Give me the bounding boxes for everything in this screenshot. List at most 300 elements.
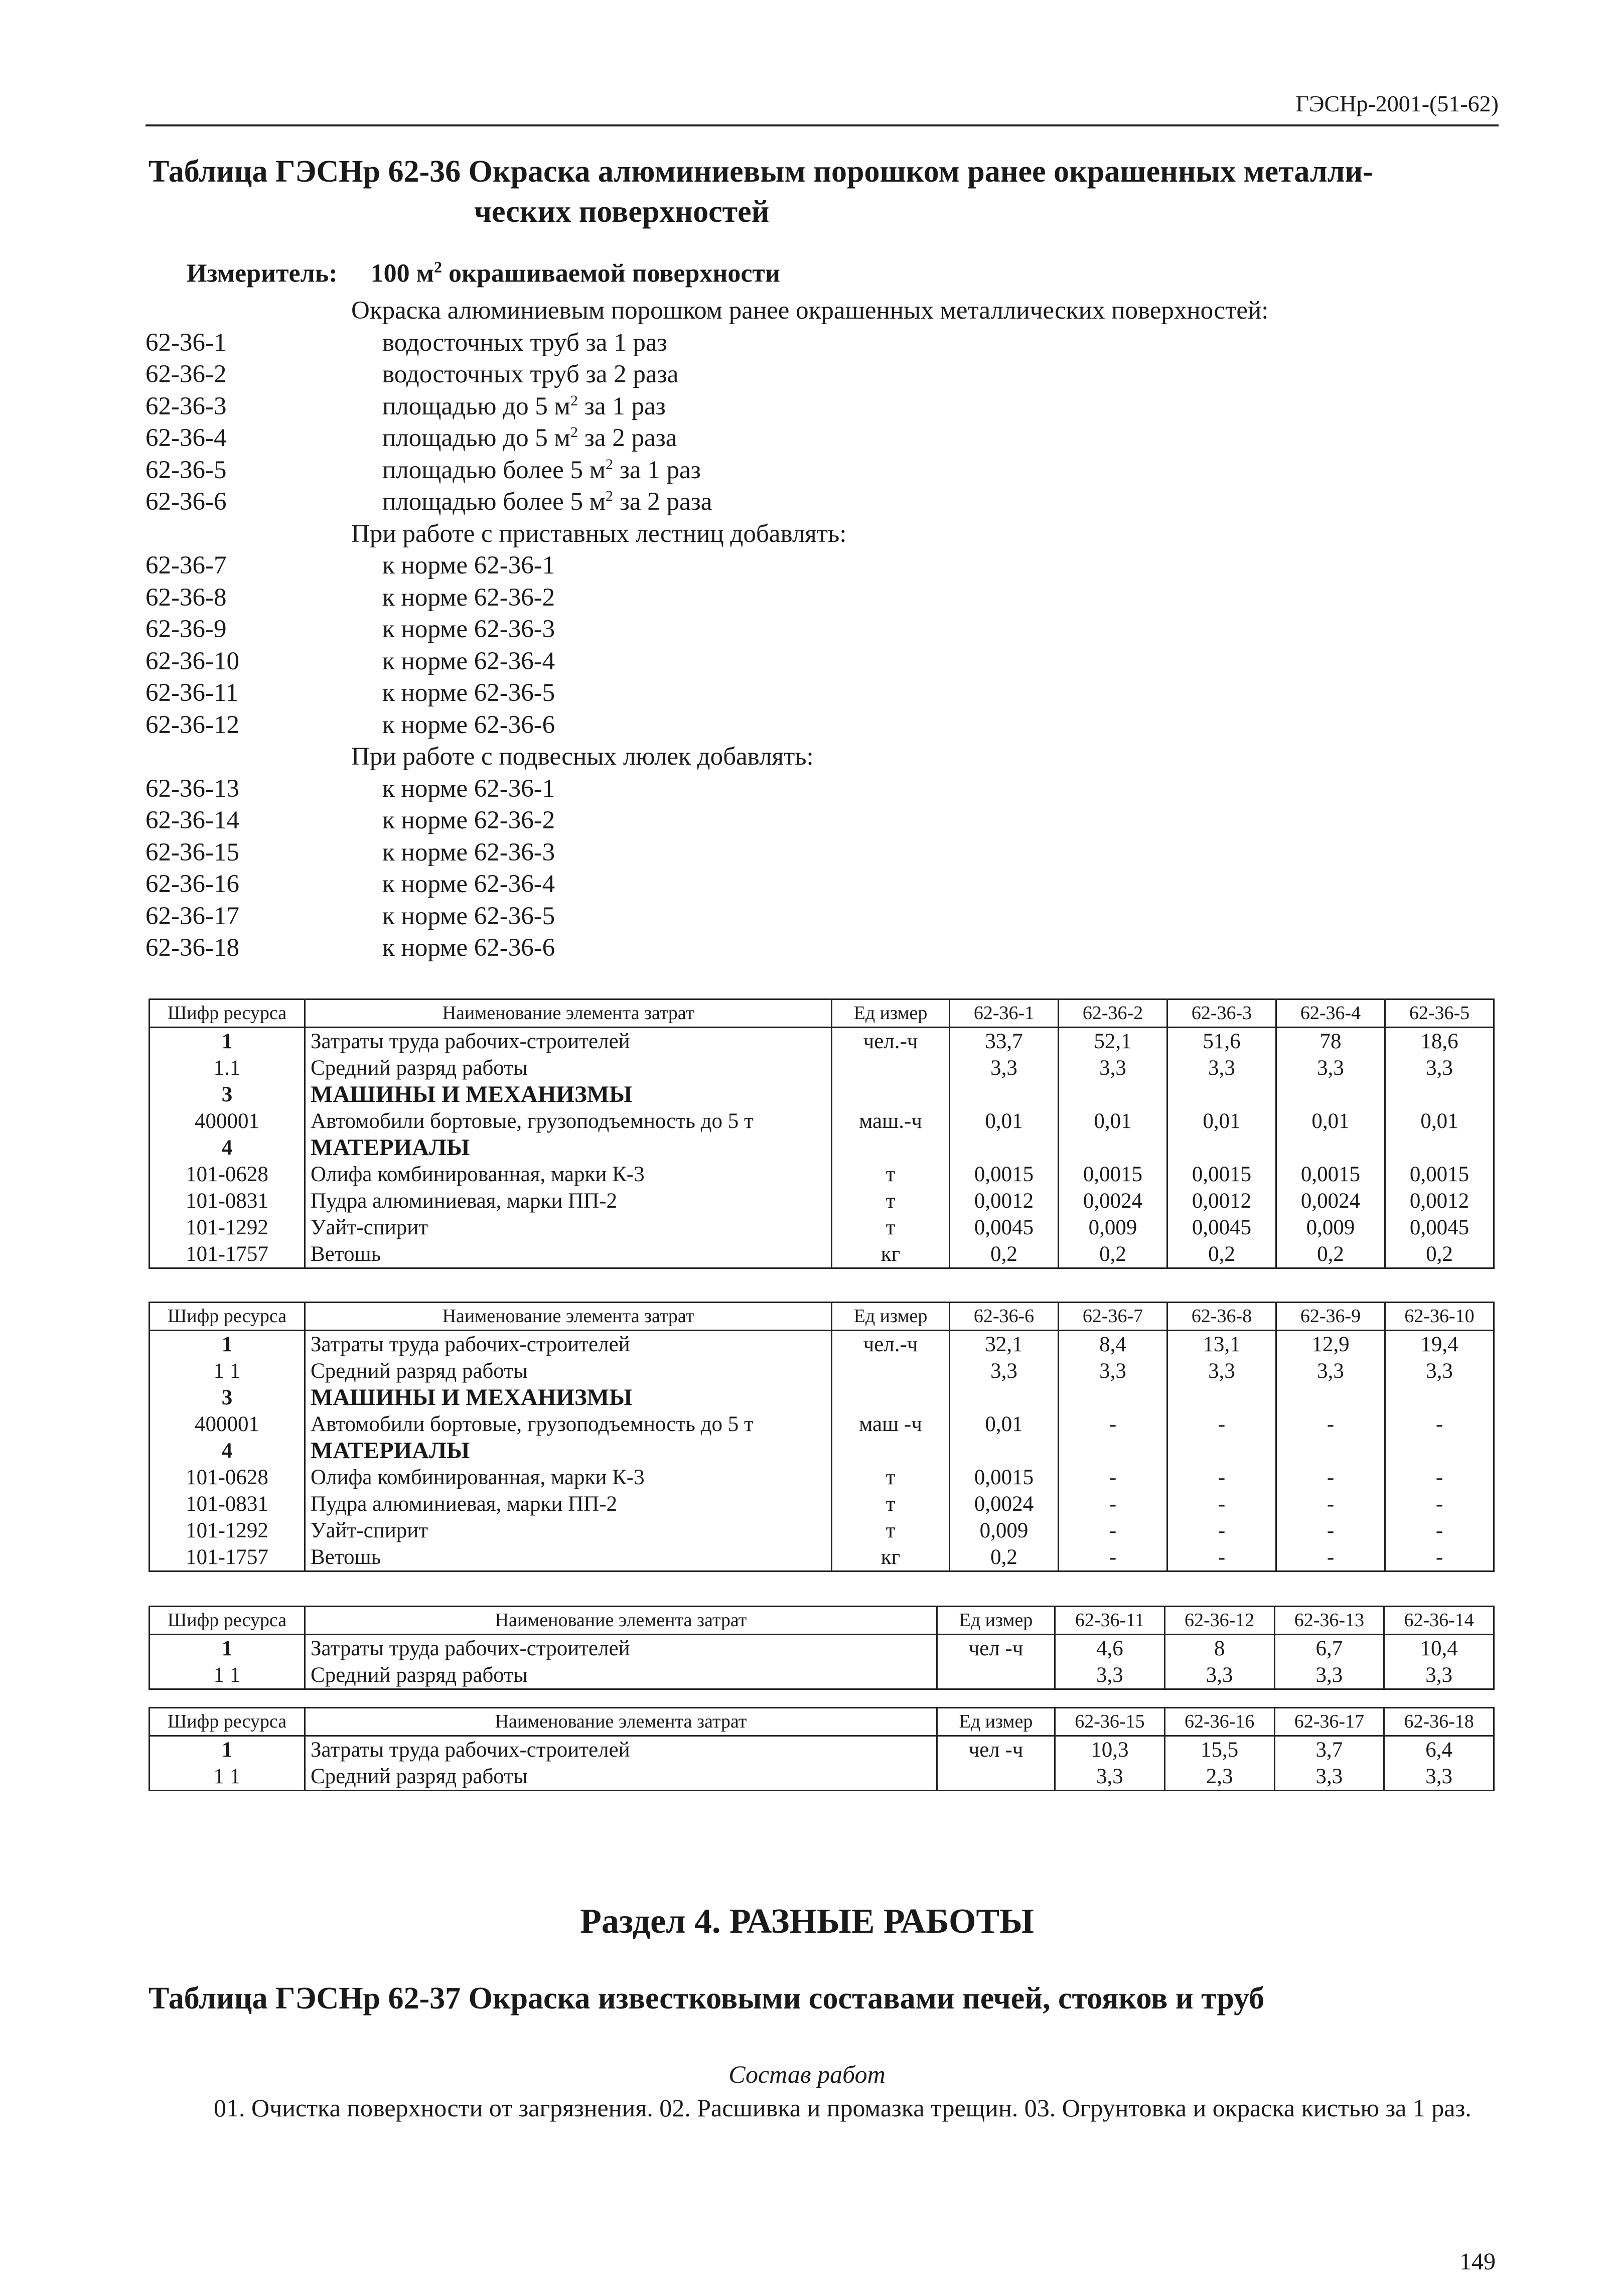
- cell-name: Средний разряд работы: [305, 1055, 832, 1081]
- cell-value: -: [1167, 1517, 1276, 1544]
- norm-row: [145, 359, 1500, 391]
- cell-value: -: [1167, 1411, 1276, 1438]
- cell-unit: [832, 1055, 950, 1081]
- cell-value: -: [1385, 1411, 1494, 1438]
- cell-value: [1167, 1384, 1276, 1411]
- norm-row: [145, 327, 1500, 359]
- cell-value: [1167, 1081, 1276, 1108]
- table-row: [150, 1544, 1494, 1571]
- cell-unit: чел.-ч: [832, 1028, 950, 1055]
- cell-code: 4: [150, 1438, 305, 1464]
- meter-label: Измеритель:: [187, 259, 338, 288]
- section-title: Раздел 4. РАЗНЫЕ РАБОТЫ: [580, 1902, 1034, 1941]
- norm-desc-sup: 2: [605, 456, 613, 473]
- cell-value: 6,4: [1384, 1736, 1494, 1764]
- meter-tail: окрашиваемой поверхности: [442, 259, 780, 288]
- norm-code: 62-36-4: [145, 424, 227, 452]
- norm-desc: водосточных труб за 2 раза: [382, 360, 679, 388]
- norm-row: [145, 677, 1500, 709]
- cell-value: 3,3: [1385, 1358, 1494, 1384]
- norm-desc: к норме 62-36-2: [382, 583, 555, 612]
- cell-name: Затраты труда рабочих-строителей: [305, 1028, 832, 1055]
- norm-desc: к норме 62-36-5: [382, 679, 555, 707]
- cell-code: 1.1: [150, 1055, 305, 1081]
- cell-value: [1385, 1134, 1494, 1161]
- cell-name: Затраты труда рабочих-строителей: [305, 1635, 937, 1662]
- cell-unit: т: [832, 1161, 950, 1188]
- cell-name: Ветошь: [305, 1241, 832, 1268]
- cell-value: -: [1276, 1491, 1385, 1517]
- cell-unit: т: [832, 1464, 950, 1491]
- cell-value: -: [1385, 1517, 1494, 1544]
- cell-value: 0,0015: [1059, 1161, 1167, 1188]
- cell-unit: т: [832, 1214, 950, 1241]
- col-header-code: Шифр ресурса: [150, 999, 305, 1028]
- cell-value: 8,4: [1059, 1331, 1167, 1358]
- cell-value: -: [1059, 1491, 1167, 1517]
- cell-unit: [937, 1662, 1055, 1689]
- cell-value: [1276, 1384, 1385, 1411]
- norm-desc: к норме 62-36-1: [382, 774, 555, 803]
- cell-value: [1385, 1384, 1494, 1411]
- col-header-code: Шифр ресурса: [150, 1708, 305, 1736]
- norm-code: 62-36-16: [145, 870, 239, 898]
- table-header-row: [150, 1607, 1494, 1635]
- norm-row: [145, 646, 1500, 678]
- cell-value: 0,0024: [1059, 1188, 1167, 1214]
- col-header-norm: 62-36-13: [1274, 1607, 1384, 1635]
- cell-value: 0,0045: [1385, 1214, 1494, 1241]
- cell-value: -: [1385, 1464, 1494, 1491]
- norm-desc: к норме 62-36-5: [382, 902, 555, 930]
- cell-value: -: [1276, 1464, 1385, 1491]
- cell-value: 0,2: [1385, 1241, 1494, 1268]
- col-header-norm: 62-36-11: [1055, 1607, 1165, 1635]
- cell-name: Затраты труда рабочих-строителей: [305, 1331, 832, 1358]
- cell-value: 3,3: [1276, 1358, 1385, 1384]
- cell-name: Олифа комбинированная, марки К-3: [305, 1464, 832, 1491]
- col-header-norm: 62-36-8: [1167, 1303, 1276, 1331]
- cell-value: 78: [1276, 1028, 1385, 1055]
- norm-desc: к норме 62-36-4: [382, 870, 555, 898]
- cell-value: 3,3: [950, 1358, 1059, 1384]
- table-row: [150, 1188, 1494, 1214]
- table2-title: Таблица ГЭСНр 62-37 Окраска известковыми составами печей, стояков и труб: [149, 1981, 1265, 2016]
- cell-value: 12,9: [1276, 1331, 1385, 1358]
- cell-value: 0,01: [950, 1108, 1059, 1134]
- cell-code: 3: [150, 1081, 305, 1108]
- norm-group-heading: При работе с приставных лестниц добавлять:: [351, 519, 847, 548]
- norm-desc: к норме 62-36-3: [382, 615, 555, 643]
- cell-value: [1276, 1438, 1385, 1464]
- cell-name: МАТЕРИАЛЫ: [305, 1134, 832, 1161]
- table-row: [150, 1736, 1494, 1764]
- cell-value: -: [1059, 1544, 1167, 1571]
- table-row: [150, 1055, 1494, 1081]
- col-header-code: Шифр ресурса: [150, 1607, 305, 1635]
- cell-value: 0,009: [1059, 1214, 1167, 1241]
- cell-value: [1167, 1134, 1276, 1161]
- cell-value: [1059, 1081, 1167, 1108]
- table-row: [150, 1241, 1494, 1268]
- norm-row: [145, 773, 1500, 805]
- norm-row: [145, 805, 1500, 837]
- cell-value: 3,3: [1384, 1763, 1494, 1791]
- cell-code: 101-0831: [150, 1491, 305, 1517]
- norm-code: 62-36-6: [145, 488, 227, 516]
- norm-row: [145, 486, 1500, 518]
- norm-code: 62-36-15: [145, 838, 239, 867]
- cell-value: [950, 1134, 1059, 1161]
- norm-desc-sup: 2: [570, 424, 578, 441]
- cell-value: 2,3: [1164, 1763, 1274, 1791]
- cell-unit: маш -ч: [832, 1411, 950, 1438]
- cell-name: МАШИНЫ И МЕХАНИЗМЫ: [305, 1384, 832, 1411]
- cell-value: 0,0015: [1276, 1161, 1385, 1188]
- cell-value: 0,2: [1059, 1241, 1167, 1268]
- norm-code: 62-36-13: [145, 774, 239, 803]
- cell-name: Пудра алюминиевая, марки ПП-2: [305, 1491, 832, 1517]
- col-header-norm: 62-36-10: [1385, 1303, 1494, 1331]
- resource-table-3: [149, 1606, 1495, 1690]
- cell-value: 0,0012: [950, 1188, 1059, 1214]
- norm-desc: к норме 62-36-6: [382, 934, 555, 962]
- cell-value: [950, 1384, 1059, 1411]
- cell-name: Олифа комбинированная, марки К-3: [305, 1161, 832, 1188]
- cell-code: 400001: [150, 1108, 305, 1134]
- table-row: [150, 1161, 1494, 1188]
- table-row: [150, 1763, 1494, 1791]
- norm-row: [145, 455, 1500, 487]
- cell-name: Средний разряд работы: [305, 1763, 937, 1791]
- norm-row: [145, 582, 1500, 614]
- cell-value: 10,4: [1384, 1635, 1494, 1662]
- cell-value: 0,009: [1276, 1214, 1385, 1241]
- cell-code: 3: [150, 1384, 305, 1411]
- norm-group-heading: При работе с подвесных люлек добавлять:: [351, 743, 814, 771]
- cell-value: -: [1167, 1464, 1276, 1491]
- norm-code: 62-36-12: [145, 710, 239, 739]
- norm-code: 62-36-5: [145, 456, 227, 484]
- cell-value: 3,3: [1055, 1662, 1165, 1689]
- composition-heading: Состав работ: [728, 2060, 886, 2088]
- cell-value: 3,3: [1385, 1055, 1494, 1081]
- cell-value: 8: [1164, 1635, 1274, 1662]
- cell-value: 0,0024: [1276, 1188, 1385, 1214]
- col-header-name: Наименование элемента затрат: [305, 999, 832, 1028]
- norms-list: [145, 295, 1500, 964]
- cell-value: 3,3: [950, 1055, 1059, 1081]
- cell-value: 33,7: [950, 1028, 1059, 1055]
- cell-value: 0,01: [1385, 1108, 1494, 1134]
- cell-value: 3,7: [1274, 1736, 1384, 1764]
- norm-desc-text: площадью до 5 м: [382, 424, 570, 452]
- norm-code: 62-36-18: [145, 934, 239, 962]
- meter-value: 100 м: [370, 259, 434, 288]
- col-header-norm: 62-36-1: [950, 999, 1059, 1028]
- cell-value: [1059, 1384, 1167, 1411]
- cell-value: -: [1059, 1464, 1167, 1491]
- norm-desc: водосточных труб за 1 раз: [382, 328, 667, 357]
- col-header-name: Наименование элемента затрат: [305, 1607, 937, 1635]
- cell-name: Уайт-спирит: [305, 1214, 832, 1241]
- cell-value: -: [1059, 1411, 1167, 1438]
- cell-unit: [832, 1438, 950, 1464]
- cell-unit: кг: [832, 1241, 950, 1268]
- cell-code: 1: [150, 1635, 305, 1662]
- col-header-name: Наименование элемента затрат: [305, 1708, 937, 1736]
- norm-code: 62-36-14: [145, 806, 239, 834]
- table-row: [150, 1214, 1494, 1241]
- norm-code: 62-36-3: [145, 392, 227, 420]
- cell-name: МАШИНЫ И МЕХАНИЗМЫ: [305, 1081, 832, 1108]
- cell-value: -: [1276, 1411, 1385, 1438]
- cell-value: 13,1: [1167, 1331, 1276, 1358]
- cell-value: 10,3: [1055, 1736, 1165, 1764]
- col-header-code: Шифр ресурса: [150, 1303, 305, 1331]
- cell-name: Средний разряд работы: [305, 1662, 937, 1689]
- table-header-row: [150, 1303, 1494, 1331]
- page-number: 149: [1459, 2248, 1496, 2275]
- cell-unit: [937, 1763, 1055, 1791]
- cell-unit: [832, 1384, 950, 1411]
- resource-table-4: [149, 1707, 1495, 1791]
- cell-value: 0,2: [950, 1241, 1059, 1268]
- table-row: [150, 1081, 1494, 1108]
- cell-value: 0,0024: [950, 1491, 1059, 1517]
- composition-text: 01. Очистка поверхности от загрязнения. 02. Расшивка и промазка трещин. 03. Огрунтовка и окраска кистью за 1 раз.: [214, 2094, 1472, 2122]
- col-header-norm: 62-36-17: [1274, 1708, 1384, 1736]
- cell-code: 1 1: [150, 1763, 305, 1791]
- cell-value: 51,6: [1167, 1028, 1276, 1055]
- cell-value: 0,0015: [950, 1161, 1059, 1188]
- col-header-norm: 62-36-9: [1276, 1303, 1385, 1331]
- cell-value: 18,6: [1385, 1028, 1494, 1055]
- cell-unit: [832, 1358, 950, 1384]
- table-row: [150, 1358, 1494, 1384]
- cell-value: 3,3: [1059, 1055, 1167, 1081]
- cell-value: 4,6: [1055, 1635, 1165, 1662]
- norm-desc: [382, 422, 677, 455]
- table-row: [150, 1134, 1494, 1161]
- norm-desc-tail: за 2 раза: [577, 424, 677, 452]
- norm-desc: [382, 455, 701, 487]
- norm-desc-sup: 2: [570, 392, 578, 409]
- table-row: [150, 1635, 1494, 1662]
- table-title-line1: Таблица ГЭСНр 62-36 Окраска алюминиевым порошком ранее окрашенных металли-: [149, 155, 1373, 189]
- cell-name: Пудра алюминиевая, марки ПП-2: [305, 1188, 832, 1214]
- norm-desc-text: площадью более 5 м: [382, 456, 606, 484]
- cell-unit: чел.-ч: [832, 1331, 950, 1358]
- col-header-norm: 62-36-5: [1385, 999, 1494, 1028]
- cell-code: 1: [150, 1331, 305, 1358]
- col-header-name: Наименование элемента затрат: [305, 1303, 832, 1331]
- col-header-norm: 62-36-4: [1276, 999, 1385, 1028]
- norm-desc-text: площадью более 5 м: [382, 488, 606, 516]
- cell-value: 0,0012: [1385, 1188, 1494, 1214]
- cell-code: 1 1: [150, 1662, 305, 1689]
- cell-code: 4: [150, 1134, 305, 1161]
- norm-desc: к норме 62-36-3: [382, 838, 555, 867]
- cell-value: 3,3: [1384, 1662, 1494, 1689]
- cell-value: 3,3: [1274, 1662, 1384, 1689]
- cell-name: Автомобили бортовые, грузоподъемность до 5 т: [305, 1411, 832, 1438]
- norm-row: [145, 901, 1500, 933]
- cell-value: 0,01: [1059, 1108, 1167, 1134]
- table-row: [150, 1517, 1494, 1544]
- cell-unit: т: [832, 1188, 950, 1214]
- cell-code: 1: [150, 1736, 305, 1764]
- cell-code: 1: [150, 1028, 305, 1055]
- cell-value: 0,01: [1276, 1108, 1385, 1134]
- cell-value: 0,2: [1167, 1241, 1276, 1268]
- norm-code: 62-36-8: [145, 583, 227, 612]
- cell-value: 0,01: [1167, 1108, 1276, 1134]
- norm-row: [145, 550, 1500, 582]
- col-header-norm: 62-36-6: [950, 1303, 1059, 1331]
- cell-value: 15,5: [1164, 1736, 1274, 1764]
- table-row: [150, 1108, 1494, 1134]
- table-row: [150, 1491, 1494, 1517]
- col-header-norm: 62-36-15: [1055, 1708, 1165, 1736]
- cell-value: [950, 1438, 1059, 1464]
- cell-unit: чел -ч: [937, 1736, 1055, 1764]
- cell-value: 0,0045: [1167, 1214, 1276, 1241]
- cell-value: 0,2: [950, 1544, 1059, 1571]
- norm-row: [145, 837, 1500, 869]
- table-row: [150, 1438, 1494, 1464]
- norm-desc-text: площадью до 5 м: [382, 392, 570, 420]
- cell-value: 3,3: [1164, 1662, 1274, 1689]
- cell-value: -: [1167, 1544, 1276, 1571]
- cell-name: Ветошь: [305, 1544, 832, 1571]
- col-header-unit: Ед измер: [832, 1303, 950, 1331]
- cell-name: Средний разряд работы: [305, 1358, 832, 1384]
- table-row: [150, 1384, 1494, 1411]
- cell-code: 1 1: [150, 1358, 305, 1384]
- cell-unit: [832, 1081, 950, 1108]
- norm-desc: к норме 62-36-6: [382, 710, 555, 739]
- norm-desc: к норме 62-36-2: [382, 806, 555, 834]
- col-header-norm: 62-36-7: [1059, 1303, 1167, 1331]
- cell-value: -: [1385, 1544, 1494, 1571]
- meter-sup: 2: [434, 258, 443, 276]
- cell-name: Автомобили бортовые, грузоподъемность до 5 т: [305, 1108, 832, 1134]
- table-row: [150, 1464, 1494, 1491]
- cell-value: [1385, 1438, 1494, 1464]
- cell-value: 3,3: [1167, 1358, 1276, 1384]
- col-header-norm: 62-36-3: [1167, 999, 1276, 1028]
- table-row: [150, 1662, 1494, 1689]
- norm-group-heading: Окраска алюминиевым порошком ранее окрашенных металлических поверхностей:: [351, 297, 1269, 325]
- table-row: [150, 1411, 1494, 1438]
- cell-value: 0,01: [950, 1411, 1059, 1438]
- cell-value: [1059, 1438, 1167, 1464]
- table-header-row: [150, 1708, 1494, 1736]
- norm-code: 62-36-11: [145, 679, 239, 707]
- norm-code: 62-36-17: [145, 902, 239, 930]
- cell-unit: кг: [832, 1544, 950, 1571]
- header-rule: [145, 124, 1499, 126]
- norm-desc: к норме 62-36-4: [382, 647, 555, 675]
- cell-code: 101-1292: [150, 1517, 305, 1544]
- cell-name: Затраты труда рабочих-строителей: [305, 1736, 937, 1764]
- cell-value: [1276, 1081, 1385, 1108]
- col-header-unit: Ед измер: [937, 1607, 1055, 1635]
- cell-value: 6,7: [1274, 1635, 1384, 1662]
- norm-code: 62-36-7: [145, 551, 227, 580]
- cell-value: 0,0012: [1167, 1188, 1276, 1214]
- cell-value: 0,0015: [950, 1464, 1059, 1491]
- cell-value: 3,3: [1059, 1358, 1167, 1384]
- cell-name: МАТЕРИАЛЫ: [305, 1438, 832, 1464]
- cell-value: [1385, 1081, 1494, 1108]
- norm-desc-tail: за 1 раз: [613, 456, 701, 484]
- cell-code: 400001: [150, 1411, 305, 1438]
- cell-value: 3,3: [1276, 1055, 1385, 1081]
- norm-desc-tail: за 2 раза: [613, 488, 712, 516]
- cell-name: Уайт-спирит: [305, 1517, 832, 1544]
- table-title-line2: ческих поверхностей: [474, 195, 770, 229]
- col-header-norm: 62-36-2: [1059, 999, 1167, 1028]
- norm-desc: [382, 391, 666, 423]
- col-header-norm: 62-36-16: [1164, 1708, 1274, 1736]
- norm-desc: к норме 62-36-1: [382, 551, 555, 580]
- col-header-unit: Ед измер: [832, 999, 950, 1028]
- cell-code: 101-1757: [150, 1544, 305, 1571]
- header-code: ГЭСНр-2001-(51-62): [1295, 91, 1499, 116]
- col-header-norm: 62-36-14: [1384, 1607, 1494, 1635]
- norm-row: [145, 391, 1500, 423]
- cell-value: 3,3: [1055, 1763, 1165, 1791]
- col-header-unit: Ед измер: [937, 1708, 1055, 1736]
- cell-code: 101-1757: [150, 1241, 305, 1268]
- cell-value: -: [1059, 1517, 1167, 1544]
- cell-unit: чел -ч: [937, 1635, 1055, 1662]
- cell-unit: т: [832, 1517, 950, 1544]
- cell-code: 101-1292: [150, 1214, 305, 1241]
- cell-unit: т: [832, 1491, 950, 1517]
- cell-unit: маш.-ч: [832, 1108, 950, 1134]
- cell-value: 0,2: [1276, 1241, 1385, 1268]
- cell-value: -: [1276, 1544, 1385, 1571]
- norm-row: [145, 614, 1500, 646]
- norm-row: [145, 422, 1500, 455]
- resource-table-2: [149, 1302, 1495, 1572]
- col-header-norm: 62-36-18: [1384, 1708, 1494, 1736]
- norm-code: 62-36-2: [145, 360, 227, 388]
- cell-value: [1276, 1134, 1385, 1161]
- norm-code: 62-36-9: [145, 615, 227, 643]
- resource-table-1: [149, 998, 1495, 1269]
- cell-value: 3,3: [1167, 1055, 1276, 1081]
- table-header-row: [150, 999, 1494, 1028]
- norm-desc: [382, 486, 712, 518]
- cell-value: [1167, 1438, 1276, 1464]
- cell-value: 19,4: [1385, 1331, 1494, 1358]
- cell-code: 101-0628: [150, 1464, 305, 1491]
- cell-value: 0,009: [950, 1517, 1059, 1544]
- norm-code: 62-36-1: [145, 328, 227, 357]
- cell-value: -: [1385, 1491, 1494, 1517]
- cell-value: 0,0015: [1385, 1161, 1494, 1188]
- cell-value: 32,1: [950, 1331, 1059, 1358]
- cell-value: 0,0045: [950, 1214, 1059, 1241]
- cell-value: -: [1167, 1491, 1276, 1517]
- cell-code: 101-0628: [150, 1161, 305, 1188]
- norm-row: [145, 709, 1500, 742]
- meter-line: [187, 258, 780, 288]
